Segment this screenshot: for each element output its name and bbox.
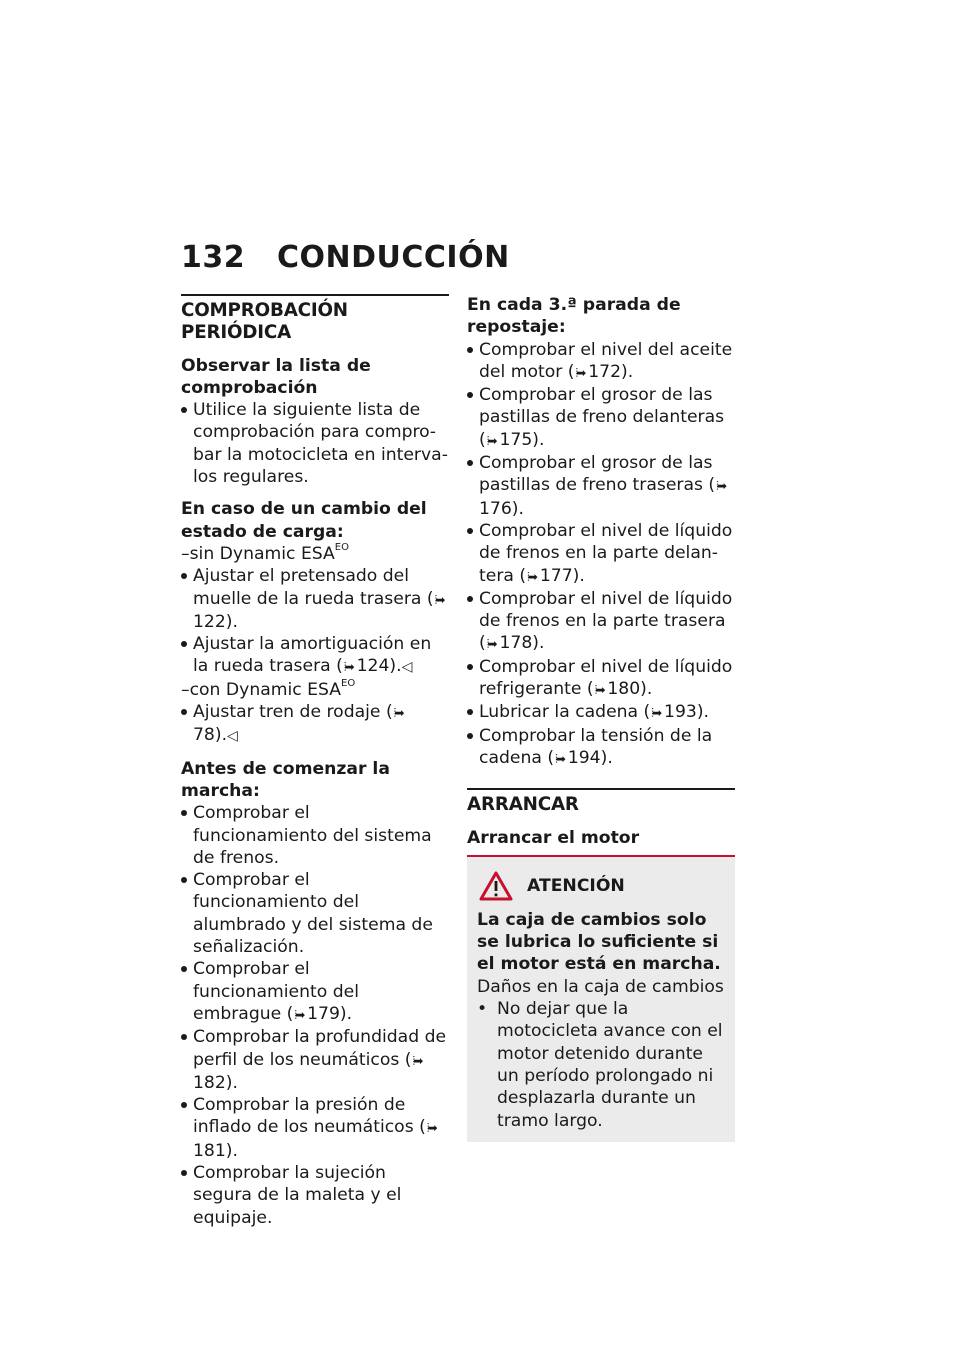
- warning-triangle-icon: [479, 871, 513, 901]
- reference-arrow-icon: ⦙➡: [716, 479, 725, 494]
- warning-statement: La caja de cambios solo se lubrica lo suficiente si el motor está en marcha.: [477, 909, 721, 975]
- reference-arrow-icon: ⦙➡: [594, 683, 604, 698]
- warning-bullet: • No dejar que la motocicleta avance con el motor detenido durante un período prolongado ni desplazarla durante un tramo largo.: [477, 998, 725, 1132]
- reference-arrow-icon: ⦙➡: [555, 751, 564, 766]
- page-reference[interactable]: 178).: [499, 633, 545, 654]
- reference-arrow-icon: ⦙➡: [343, 660, 353, 675]
- page-reference[interactable]: 182).: [193, 1072, 238, 1093]
- list-item: Comprobar la profundidad de perfil de los neumáticos (⦙➡182).: [181, 1026, 449, 1094]
- list-item: Comprobar el nivel de líquido refrigerante (⦙➡ 180).: [467, 656, 735, 702]
- page-number: 132: [181, 240, 246, 275]
- page-reference[interactable]: 181).: [193, 1140, 238, 1161]
- section-rule: [181, 294, 449, 296]
- list-item: Comprobar el nivel de líquido de frenos en la parte delantera (⦙➡ 177).: [467, 520, 735, 588]
- before-ride-heading: Antes de comenzar la marcha:: [181, 758, 390, 801]
- page-header: [181, 240, 510, 275]
- page-reference[interactable]: 180).: [607, 679, 653, 700]
- reference-arrow-icon: ⦙➡: [651, 706, 661, 721]
- list-item: Comprobar la sujeción segura de la maleta y el equipaje.: [181, 1162, 449, 1229]
- condition-without-esa: –sin Dynamic $ESA^{EO}$: [181, 541, 349, 564]
- warning-title: ATENCIÓN: [527, 875, 625, 896]
- page-reference[interactable]: 193).: [664, 702, 709, 723]
- list-item: Comprobar el grosor de las pastillas de freno delanteras (⦙➡ 175).: [467, 384, 735, 452]
- warning-consequence: Daños en la caja de cambios: [477, 976, 724, 997]
- list-item: Comprobar el grosor de las pastillas de freno traseras (⦙➡176).: [467, 452, 735, 520]
- section-title-comprobacion: COMPROBACIÓN PERIÓDICA: [181, 300, 348, 344]
- load-change-heading: En caso de un cambio del estado de carga:: [181, 499, 427, 542]
- page-reference[interactable]: 176).: [479, 498, 524, 519]
- reference-arrow-icon: ⦙➡: [393, 706, 403, 721]
- list-item: Ajustar tren de rodaje (⦙➡78).◁: [181, 701, 449, 748]
- page-reference[interactable]: 179).: [307, 1003, 353, 1024]
- refuel-heading: En cada 3.ª parada de repostaje:: [467, 295, 681, 338]
- list-item: Utilice la siguiente lista de comprobación para comprobar la motocicleta en intervalos regulares.: [181, 399, 449, 488]
- end-mark-icon: ◁: [401, 659, 413, 676]
- reference-arrow-icon: ⦙➡: [575, 365, 585, 380]
- reference-arrow-icon: ⦙➡: [294, 1007, 304, 1022]
- page-reference[interactable]: 194).: [567, 747, 613, 768]
- reference-arrow-icon: ⦙➡: [412, 1053, 422, 1068]
- list-item: Comprobar la presión de inflado de los neumáticos (⦙➡181).: [181, 1094, 449, 1162]
- reference-arrow-icon: ⦙➡: [426, 1121, 436, 1136]
- page-reference[interactable]: 175).: [499, 429, 545, 450]
- list-item: Ajustar el pretensado del muelle de la rueda trasera (⦙➡122).: [181, 565, 449, 633]
- page-reference[interactable]: 124).: [356, 656, 402, 677]
- section-title-arrancar: ARRANCAR: [467, 794, 579, 816]
- list-item: Comprobar el funcionamiento del sistema de frenos.: [181, 802, 449, 869]
- reference-arrow-icon: ⦙➡: [527, 569, 536, 584]
- checklist-heading: Observar la lista de comprobación: [181, 355, 371, 398]
- list-item: Comprobar la tensión de la cadena (⦙➡ 194).: [467, 725, 735, 771]
- warning-header: [477, 871, 725, 901]
- end-mark-icon: ◁: [227, 728, 238, 745]
- reference-arrow-icon: ⦙➡: [434, 592, 444, 607]
- list-item: Ajustar la amortiguación en la rueda trasera (⦙➡ 124).◁: [181, 633, 449, 679]
- condition-with-esa: –con Dynamic $ESA^{EO}$: [181, 677, 356, 700]
- warning-box: [467, 857, 735, 1142]
- list-item: Comprobar el nivel de líquido de frenos en la parte trasera (⦙➡ 178).: [467, 588, 735, 656]
- page-reference[interactable]: 122).: [193, 611, 238, 632]
- left-column: [181, 294, 449, 1229]
- list-item: Comprobar el nivel del aceite del motor (⦙➡ 172).: [467, 339, 735, 385]
- list-item: Lubricar la cadena (⦙➡ 193).: [467, 701, 735, 724]
- list-item: Comprobar el funcionamiento del embrague (⦙➡ 179).: [181, 958, 449, 1026]
- page-reference[interactable]: 177).: [539, 565, 585, 586]
- chapter-title: CONDUCCIÓN: [277, 240, 510, 275]
- start-engine-heading: Arrancar el motor: [467, 827, 640, 848]
- page-reference[interactable]: 78).: [193, 725, 228, 746]
- reference-arrow-icon: ⦙➡: [486, 433, 496, 448]
- reference-arrow-icon: ⦙➡: [486, 637, 496, 652]
- right-column: [467, 294, 735, 1142]
- page-reference[interactable]: 172).: [588, 361, 634, 382]
- list-item: Comprobar el funcionamiento del alumbrado y del sistema de señalización.: [181, 869, 449, 958]
- section-rule: [467, 788, 735, 790]
